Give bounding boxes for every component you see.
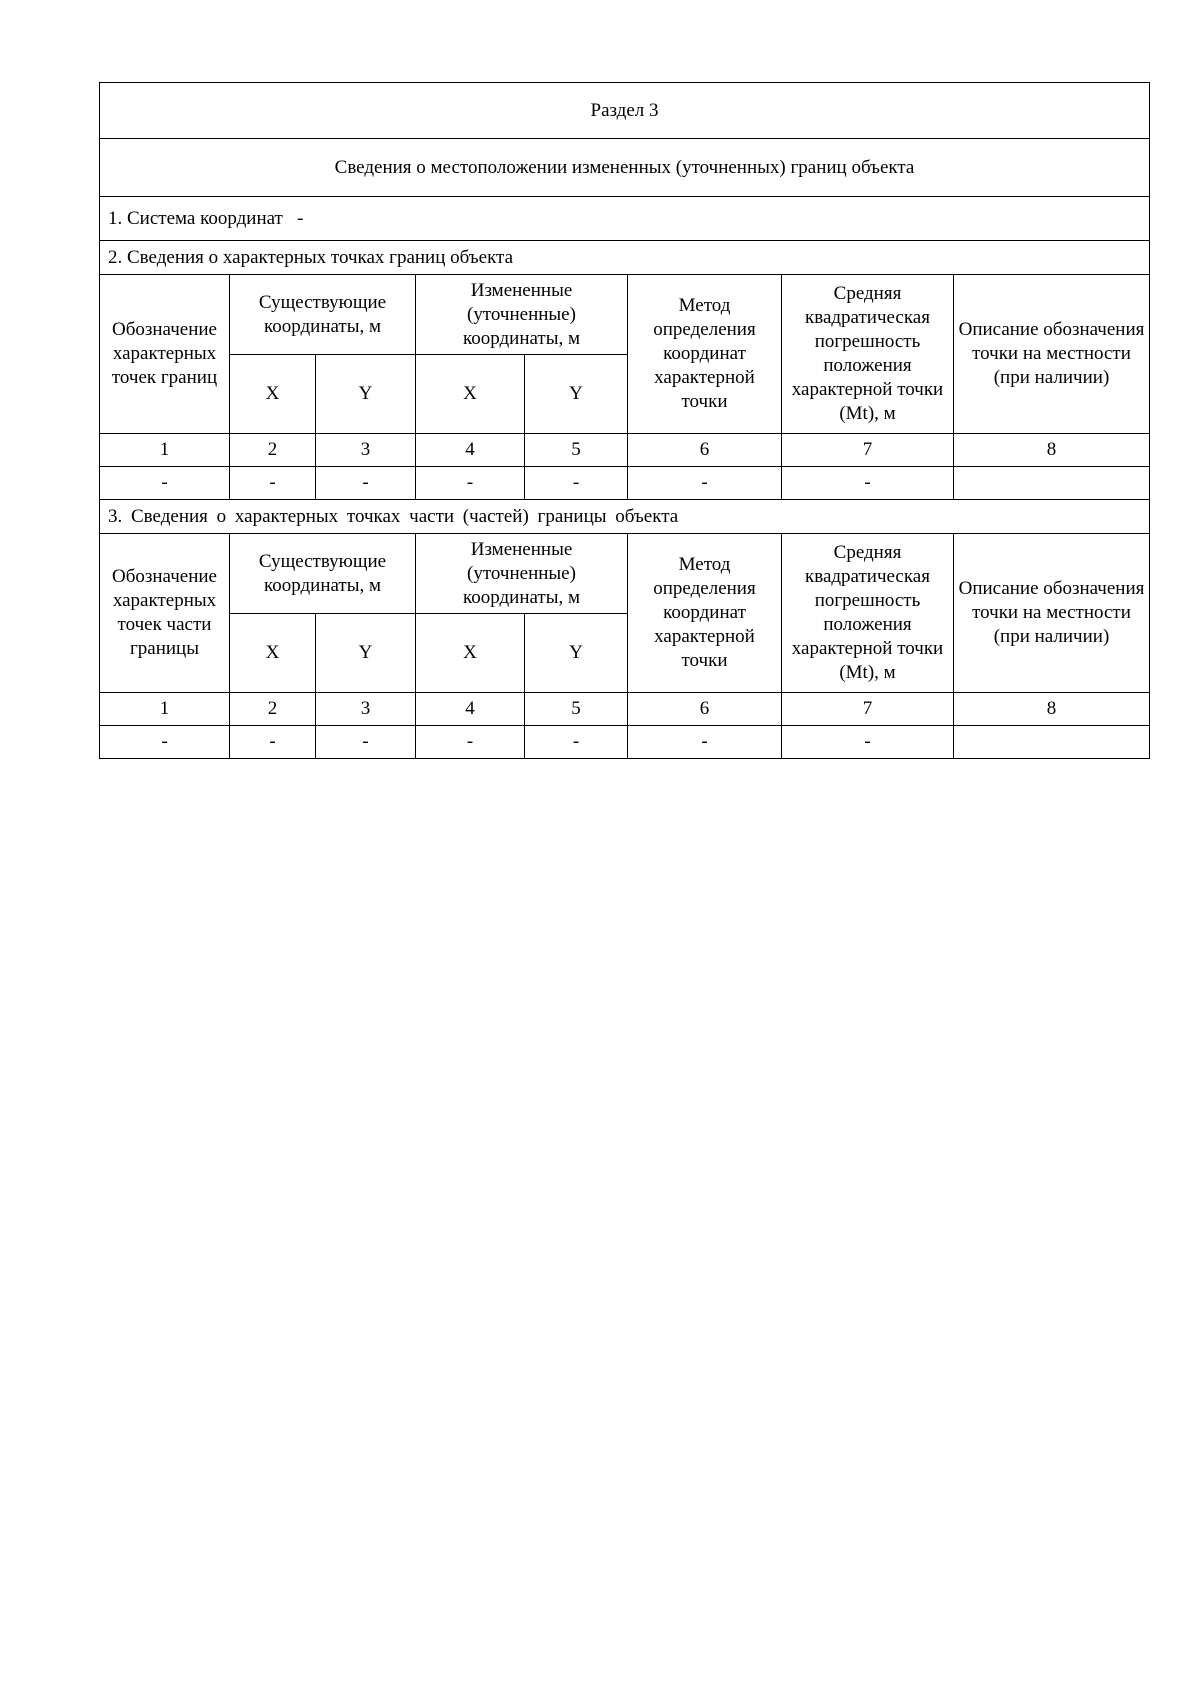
table-cell: - [416,467,525,500]
header-description: Описание обозначения точки на местности (при наличии) [954,275,1150,434]
column-number: 8 [954,434,1150,467]
header-description: Описание обозначения точки на местности (при наличии) [954,534,1150,693]
header-designation: Обозначение характерных точек части границы [100,534,230,693]
header-error: Средняя квадратическая погрешность положения характерной точки (Mt), м [782,534,954,693]
column-number: 6 [628,434,782,467]
coordinate-system-value: - [297,207,304,229]
header-existing-coords: Существующие координаты, м [230,275,416,355]
table-cell [954,726,1150,759]
column-number: 8 [954,693,1150,726]
table-cell: - [782,467,954,500]
coordinate-system-row [100,197,1150,241]
table-cell: - [100,726,230,759]
header-changed-x: X [416,614,525,693]
column-number: 1 [100,693,230,726]
column-number: 7 [782,693,954,726]
column-number: 7 [782,434,954,467]
column-number: 5 [525,434,628,467]
column-number: 1 [100,434,230,467]
table-cell: - [782,726,954,759]
table-caption: 3. Сведения о характерных точках части (частей) границы объекта [100,500,1150,534]
header-existing-y: Y [316,355,416,434]
header-existing-x: X [230,355,316,434]
table-row [100,726,1150,759]
section-3-table [99,82,1150,759]
table-cell: - [628,467,782,500]
column-number-row [100,693,1150,726]
table-cell [954,467,1150,500]
column-number: 2 [230,434,316,467]
header-existing-y: Y [316,614,416,693]
table-cell: - [316,467,416,500]
header-method: Метод определения координат характерной точки [628,275,782,434]
column-number: 5 [525,693,628,726]
column-number: 3 [316,434,416,467]
header-changed-coords: Измененные (уточненные) координаты, м [416,534,628,614]
table-cell: - [230,467,316,500]
column-number: 4 [416,434,525,467]
table-cell: - [100,467,230,500]
column-number: 4 [416,693,525,726]
table-cell: - [230,726,316,759]
table-cell: - [416,726,525,759]
section-subtitle: Сведения о местоположении измененных (уточненных) границ объекта [100,139,1150,197]
table-row [100,467,1150,500]
column-number-row [100,434,1150,467]
coordinate-system-label: 1. Система координат [108,207,283,229]
header-existing-coords: Существующие координаты, м [230,534,416,614]
header-error: Средняя квадратическая погрешность положения характерной точки (Mt), м [782,275,954,434]
header-changed-x: X [416,355,525,434]
table-cell: - [628,726,782,759]
column-number: 3 [316,693,416,726]
header-changed-y: Y [525,614,628,693]
column-number: 6 [628,693,782,726]
table-caption: 2. Сведения о характерных точках границ объекта [100,241,1150,275]
table-cell: - [525,467,628,500]
header-existing-x: X [230,614,316,693]
header-changed-coords: Измененные (уточненные) координаты, м [416,275,628,355]
table-cell: - [316,726,416,759]
table-cell: - [525,726,628,759]
section-title: Раздел 3 [100,83,1150,139]
column-number: 2 [230,693,316,726]
header-method: Метод определения координат характерной точки [628,534,782,693]
header-designation: Обозначение характерных точек границ [100,275,230,434]
header-changed-y: Y [525,355,628,434]
